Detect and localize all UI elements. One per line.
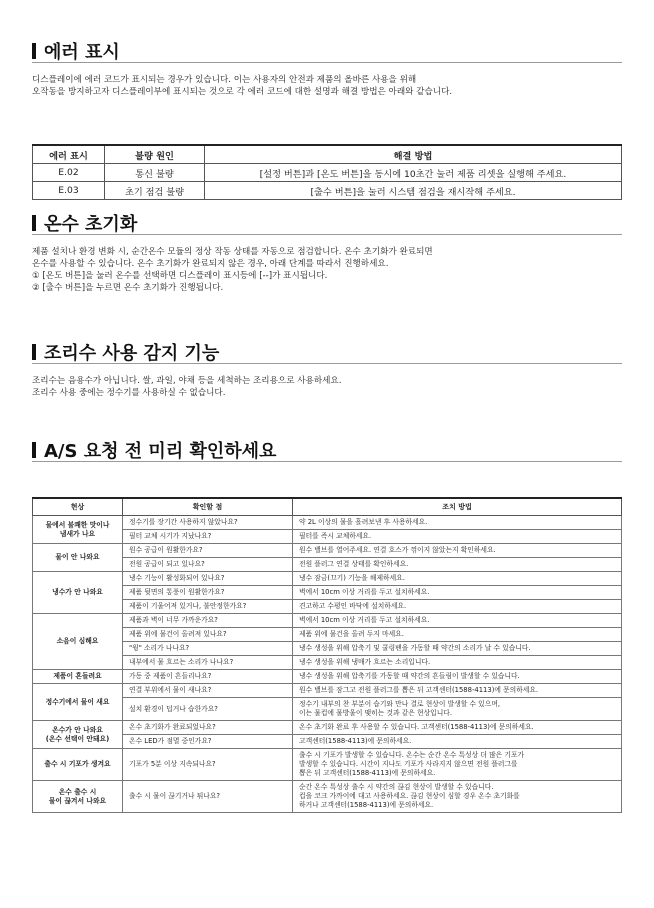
action-cell [293,544,622,558]
action-text: 컵을 코크 가까이에 대고 사용하세요. 끊김 현상이 심할 경우 온수 초기화를 [299,792,520,800]
action-text: 온수 초기화 완료 후 사용할 수 있습니다. 고객센터(1588-4113)에 문의하세요. [299,723,534,731]
action-text: 원수 밸브를 잠그고 전원 플러그를 뽑은 뒤 고객센터(1588-4113)에 문의하세요. [299,686,539,694]
symptom-text: 물이 안 나와요 [55,553,100,561]
table-row [33,516,622,530]
column-header: 에러 표시 [33,145,105,164]
text-line: 제품 설치나 환경 변화 시, 순간온수 모듈의 정상 작동 상태를 자동으로 점검합니다. 온수 초기화가 완료되면 [32,247,433,257]
symptom-cell [33,544,123,572]
action-cell [293,614,622,628]
text-line: 온수를 사용할 수 있습니다. 온수 초기화가 완료되지 않은 경우, 아래 단계를 따라서 진행하세요. [32,259,389,269]
action-text: 냉수 생성을 위해 냉매가 흐르는 소리입니다. [299,658,431,666]
step-line: ② [출수 버튼]을 누르면 온수 초기화가 진행됩니다. [32,283,224,293]
action-text: 고객센터(1588-4113)에 문의하세요. [299,737,412,745]
column-header: 조치 방법 [293,498,622,516]
symptom-text: 물이 끊겨서 나와요 [48,796,107,805]
symptom-cell [33,670,123,684]
column-header: 현상 [33,498,123,516]
action-cell [293,670,622,684]
check-point-cell [123,656,293,670]
column-header: 해결 방법 [205,145,622,164]
section-divider [32,62,622,63]
check-point-text: 냉수 기능이 활성화되어 있나요? [129,574,225,582]
check-point-cell [123,749,293,781]
action-cell [293,586,622,600]
check-point-cell [123,642,293,656]
action-cell [293,781,622,813]
check-point-cell [123,558,293,572]
check-point-cell [123,684,293,698]
error-code: E.02 [33,164,105,182]
as-check-table [32,497,622,813]
intro-line: 디스플레이에 에러 코드가 표시되는 경우가 있습니다. 이는 사용자의 안전과 제품의 올바른 사용을 위해 [32,75,417,85]
action-text: 이는 물컵에 물방울이 맺히는 것과 같은 현상입니다. [299,709,453,717]
symptom-cell [33,721,123,749]
symptom-cell [33,749,123,781]
section-divider [32,363,622,364]
table-row [33,164,622,182]
action-cell [293,684,622,698]
check-point-text: 전원 공급이 되고 있나요? [129,560,205,568]
action-cell [293,698,622,721]
symptom-text: 물에서 불쾌한 맛이나 [45,520,110,529]
action-cell [293,735,622,749]
action-text: 원수 밸브를 열어주세요. 연결 호스가 꺾이지 않았는지 확인하세요. [299,546,496,554]
symptom-text: 정수기에서 물이 새요 [45,697,110,706]
action-text: 출수 시 기포가 발생할 수 있습니다. 온수는 순간 온수 특성상 더 많은 기포가 [299,751,525,759]
check-point-cell [123,544,293,558]
action-text: 벽에서 10cm 이상 거리를 두고 설치하세요. [299,616,430,624]
symptom-cell [33,781,123,813]
symptom-text: 온수가 안 나와요 [52,725,103,734]
check-point-text: 제품 뒷면의 통풍이 원활한가요? [129,588,225,596]
action-text: 정수기 내부의 찬 부분이 습기와 만나 결로 현상이 발생할 수 있으며, [299,700,501,708]
error-intro [32,74,627,98]
column-header: 확인할 점 [123,498,293,516]
check-point-cell [123,614,293,628]
title-bar-icon [32,215,36,231]
check-point-text: 정수기를 장기간 사용하지 않았나요? [129,518,238,526]
action-text: 냉수 생성을 위해 압축기를 가동할 때 약간의 흔들림이 발생할 수 있습니다. [299,672,520,680]
table-header-row [33,145,622,164]
error-code: E.03 [33,182,105,200]
table-row [33,749,622,781]
error-code-table [32,144,622,200]
action-text: 전원 플러그 연결 상태를 확인하세요. [299,560,409,568]
action-cell [293,572,622,586]
action-cell [293,516,622,530]
check-point-cell [123,735,293,749]
action-cell [293,558,622,572]
check-point-cell [123,586,293,600]
action-cell [293,628,622,642]
table-row [33,670,622,684]
check-point-cell [123,600,293,614]
action-text: 발생할 수 있습니다. 시간이 지나도 기포가 사라지지 않으면 전원 플러그를 [299,760,518,768]
action-text: 견고하고 수평인 바닥에 설치하세요. [299,602,407,610]
action-text: 필터를 즉시 교체하세요. [299,532,372,540]
check-point-cell [123,781,293,813]
check-point-text: 기포가 5분 이상 지속되나요? [129,760,216,768]
table-row [33,614,622,628]
check-point-text: 제품과 벽이 너무 가까운가요? [129,616,218,624]
action-text: 냉수 잠금(끄기) 기능을 해제하세요. [299,574,405,582]
symptom-text: 출수 시 기포가 생겨요 [44,760,111,768]
action-cell [293,642,622,656]
error-cause: 통신 불량 [105,164,205,182]
check-point-text: 온수 초기화가 완료되었나요? [129,723,216,731]
table-row [33,182,622,200]
hot-init-section-title: 온수 초기화 [32,210,137,236]
symptom-text: 소음이 심해요 [56,637,99,645]
text-line: 조리수는 음용수가 아닙니다. 쌀, 과일, 야채 등을 세척하는 조리용으로 사용하세요. [32,376,342,386]
symptom-cell [33,614,123,670]
symptom-text: (온수 선택이 안돼요) [45,734,110,743]
table-row [33,544,622,558]
table-row [33,781,622,813]
as-section-title: A/S 요청 전 미리 확인하세요 [32,437,276,463]
action-text: 뽑은 뒤 고객센터(1588-4113)에 문의하세요. [299,769,436,777]
cooking-text [32,375,627,399]
check-point-cell [123,572,293,586]
title-bar-icon [32,442,36,458]
action-text: 약 2L 이상의 물을 흘려보낸 후 사용하세요. [299,518,428,526]
symptom-text: 온수 출수 시 [58,787,97,796]
column-header: 불량 원인 [105,145,205,164]
section-divider [32,234,622,235]
check-point-text: 출수 시 물이 끊기거나 튀나요? [129,792,221,800]
symptom-text: 제품이 흔들려요 [53,672,102,680]
symptom-text: 냉수가 안 나와요 [52,588,103,596]
check-point-text: 필터 교체 시기가 지났나요? [129,532,212,540]
symptom-text: 냄새가 나요 [59,529,96,538]
symptom-cell [33,516,123,544]
action-text: 제품 위에 물건을 올려 두지 마세요. [299,630,404,638]
title-bar-icon [32,344,36,360]
error-solution: [설정 버튼]과 [온도 버튼]을 동시에 10초간 눌러 제품 리셋을 실행해 주세요. [205,164,622,182]
intro-line: 오작동을 방지하고자 디스플레이부에 표시되는 것으로 각 에러 코드에 대한 설명과 해결 방법은 아래와 같습니다. [32,87,453,97]
check-point-text: 제품 위에 물건이 올려져 있나요? [129,630,227,638]
check-point-text: 온수 LED가 점멸 중인가요? [129,737,212,745]
error-solution: [출수 버튼]을 눌러 시스템 점검을 재시작해 주세요. [205,182,622,200]
table-row [33,684,622,698]
error-section-title: 에러 표시 [32,38,120,64]
action-cell [293,721,622,735]
section-divider [32,461,622,462]
step-line: ① [온도 버튼]을 눌러 온수를 선택하면 디스플레이 표시등에 [--]가 표시됩니다. [32,271,328,281]
action-cell [293,530,622,544]
action-text: 하거나 고객센터(1588-4113)에 문의하세요. [299,801,434,809]
check-point-text: 제품이 기울어져 있거나, 불안정한가요? [129,602,247,610]
check-point-text: "윙" 소리가 나나요? [129,644,190,652]
symptom-cell [33,572,123,614]
check-point-text: 연결 부위에서 물이 새나요? [129,686,212,694]
action-cell [293,749,622,781]
action-text: 순간 온수 특성상 출수 시 약간의 끊김 현상이 발생할 수 있습니다. [299,783,494,791]
check-point-cell [123,628,293,642]
check-point-cell [123,698,293,721]
symptom-cell [33,684,123,721]
check-point-text: 가동 중 제품이 흔들리나요? [129,672,212,680]
check-point-cell [123,670,293,684]
check-point-text: 내부에서 물 흐르는 소리가 나나요? [129,658,234,666]
table-row [33,572,622,586]
check-point-cell [123,516,293,530]
error-cause: 초기 점검 불량 [105,182,205,200]
table-header-row [33,498,622,516]
cooking-section-title: 조리수 사용 감지 기능 [32,339,219,365]
action-cell [293,600,622,614]
title-bar-icon [32,43,36,59]
text-line: 조리수 사용 중에는 정수기를 사용하실 수 없습니다. [32,388,226,398]
table-row [33,721,622,735]
action-text: 냉수 생성을 위해 압축기 및 쿨링팬을 가동할 때 약간의 소리가 날 수 있습니다. [299,644,531,652]
check-point-cell [123,721,293,735]
check-point-cell [123,530,293,544]
action-cell [293,656,622,670]
check-point-text: 설치 환경이 덥거나 습한가요? [129,704,218,713]
hot-init-text [32,246,627,294]
action-text: 벽에서 10cm 이상 거리를 두고 설치하세요. [299,588,430,596]
check-point-text: 원수 공급이 원활한가요? [129,546,203,554]
